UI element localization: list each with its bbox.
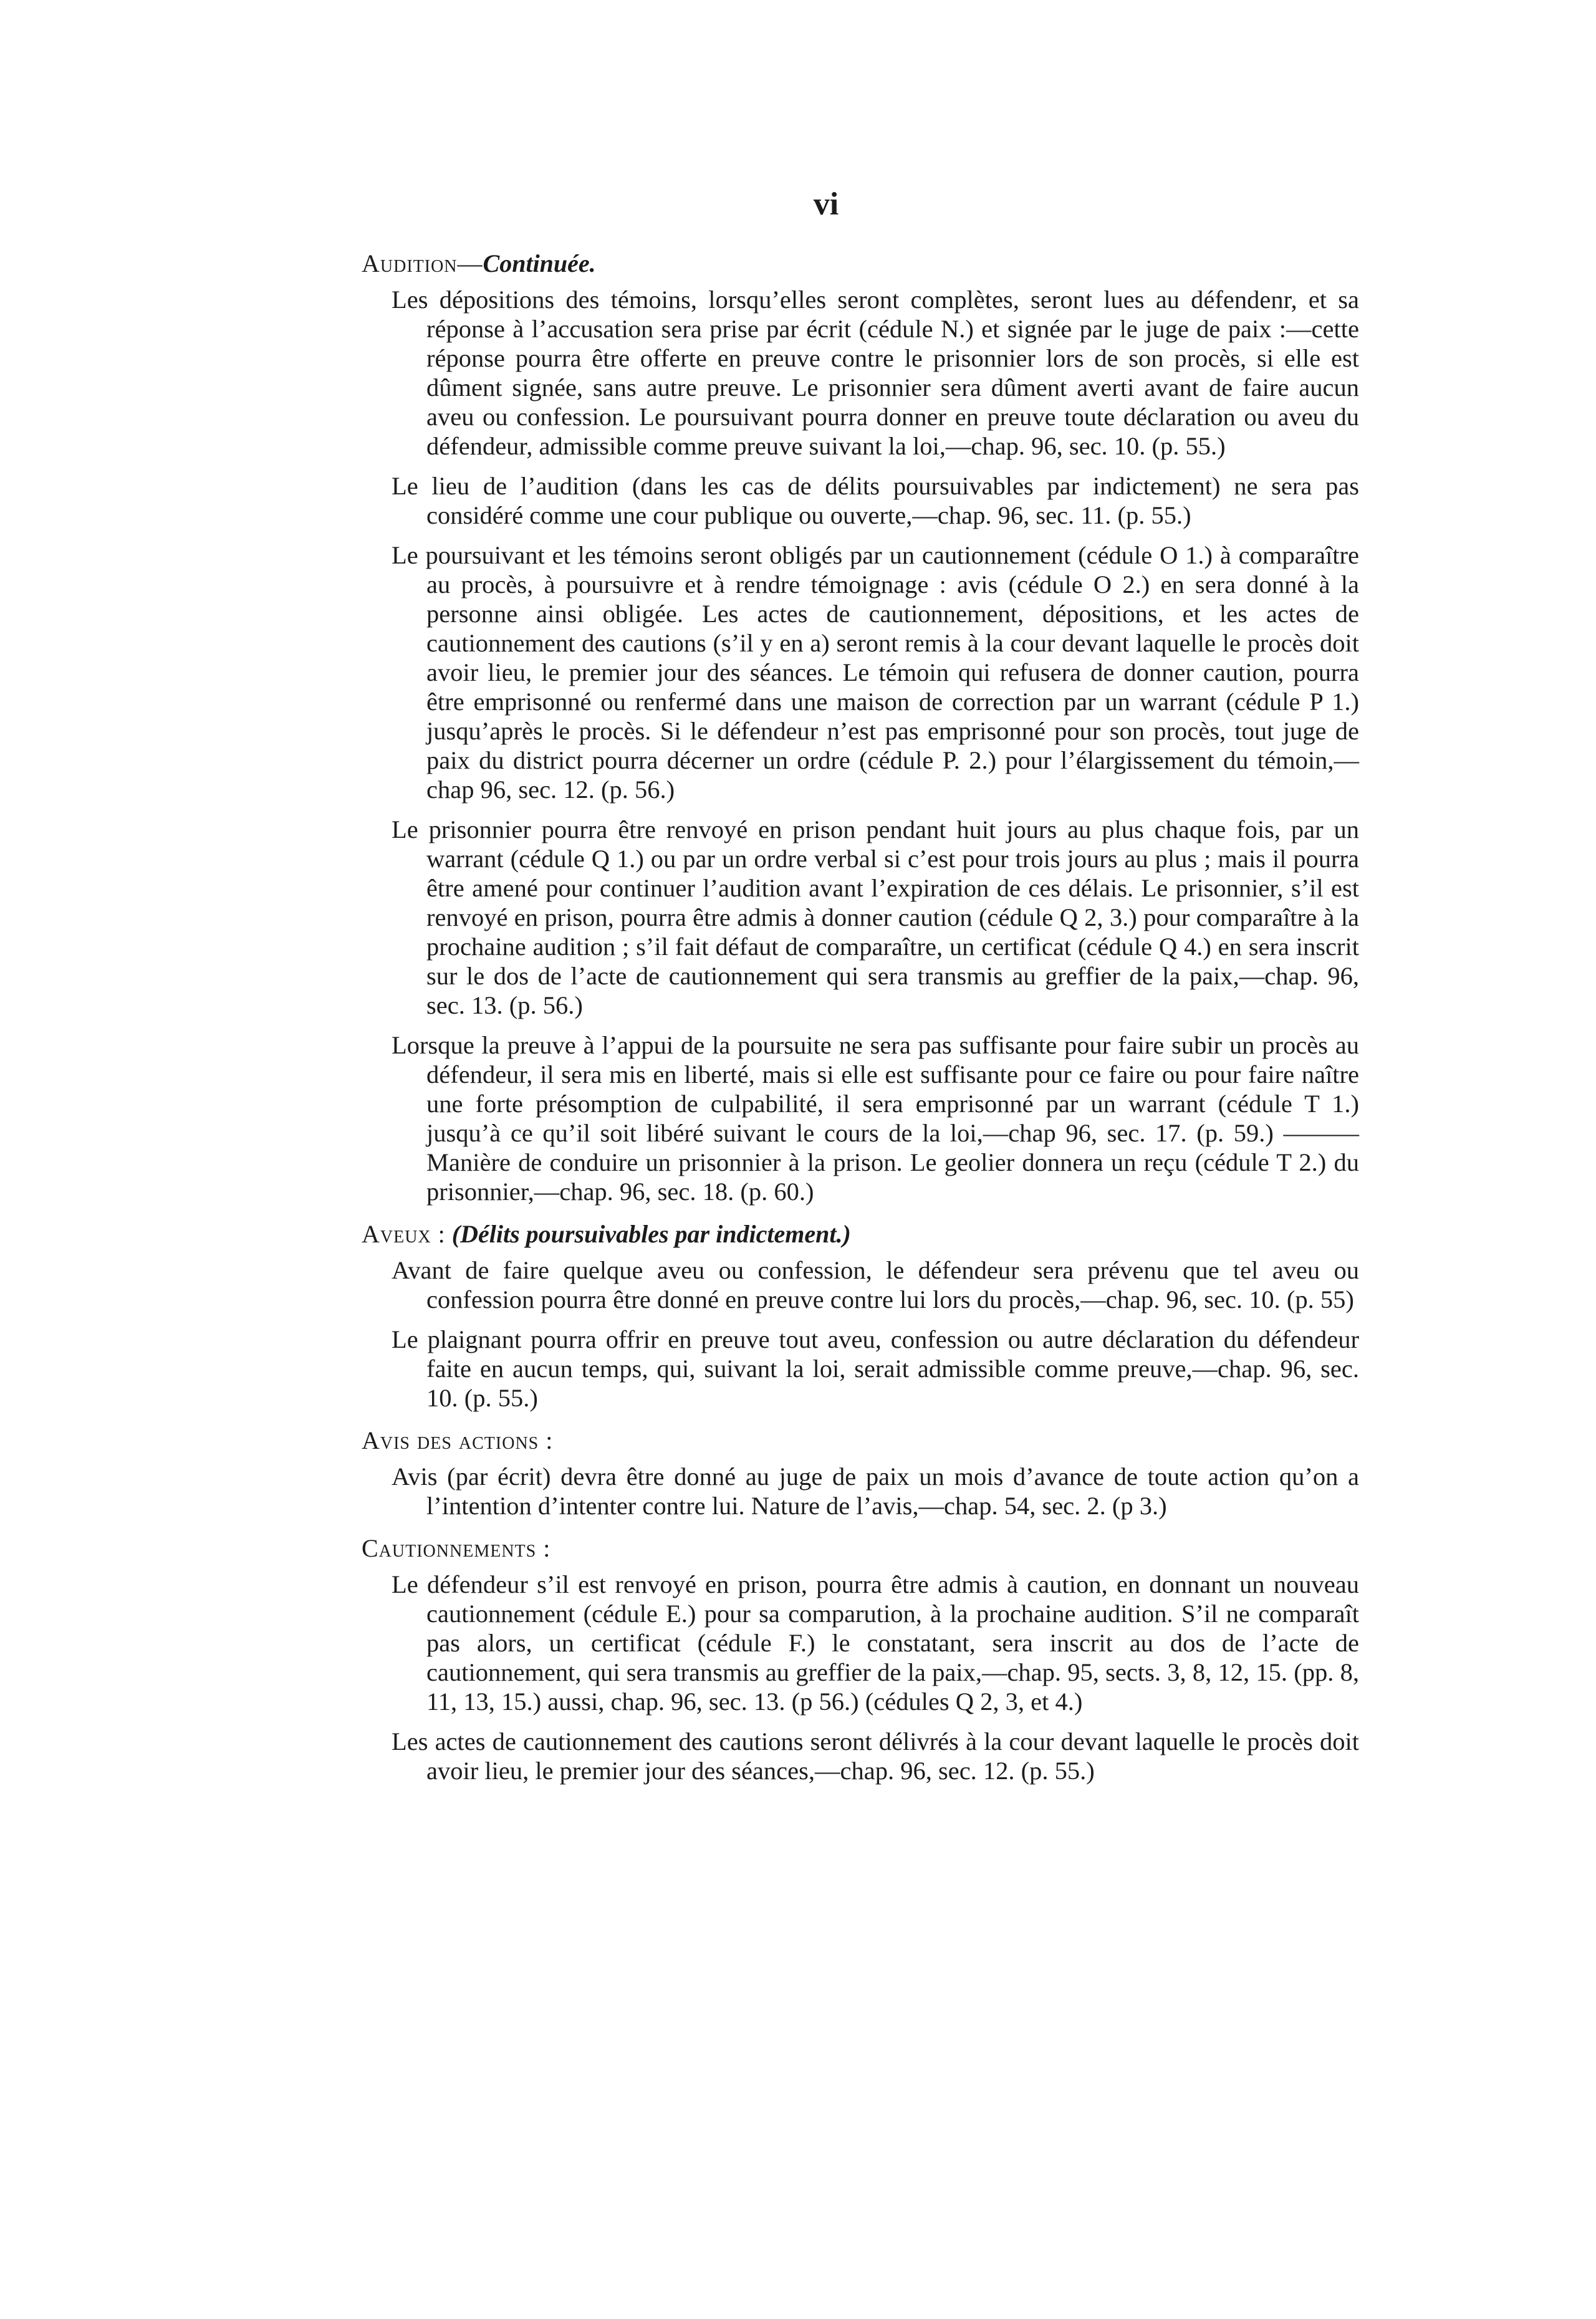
heading-title: Audition— bbox=[362, 249, 483, 277]
paragraph: Le plaignant pourra offrir en preuve tout aveu, confession ou autre déclaration du défendeur faite en aucun temps, qui, suivant la loi, serait admissible comme preuve,—chap. 96, sec. 10. (p. 55.) bbox=[392, 1325, 1359, 1412]
page-number: vi bbox=[813, 186, 839, 222]
heading-subtitle: Continuée. bbox=[483, 249, 596, 277]
paragraph: Avant de faire quelque aveu ou confession, le défendeur sera prévenu que tel aveu ou confession pourra être donné en preuve contre lui lors du procès,—chap. 96, sec. 10. (p. 55) bbox=[392, 1256, 1359, 1313]
paragraph: Avis (par écrit) devra être donné au juge de paix un mois d’avance de toute action qu’on a l’intention d’intenter contre lui. Nature de l’avis,—chap. 54, sec. 2. (p 3.) bbox=[392, 1462, 1359, 1520]
section-avis-des-actions bbox=[362, 1423, 1359, 1520]
section-heading bbox=[362, 1423, 1359, 1458]
section-audition bbox=[362, 246, 1359, 1206]
page-content bbox=[362, 246, 1359, 1796]
heading-title: Aveux : bbox=[362, 1220, 446, 1248]
section-cautionnements bbox=[362, 1531, 1359, 1785]
heading-title: Avis des actions : bbox=[362, 1426, 554, 1454]
paragraph: Les dépositions des témoins, lorsqu’elles seront complètes, seront lues au défendenr, et sa réponse à l’accusation sera prise par écrit (cédule N.) et signée par le juge de paix :—cette réponse pourra être offerte en preuve contre le prisonnier lors de son procès, si elle est dûment signée, sans autre preuve. Le prisonnier sera dûment averti avant de faire aucun aveu ou confession. Le poursuivant pourra donner en preuve toute déclaration ou aveu du défendeur, admissible comme preuve suivant la loi,—chap. 96, sec. 10. (p. 55.) bbox=[392, 286, 1359, 460]
section-heading bbox=[362, 246, 1359, 281]
paragraph: Le défendeur s’il est renvoyé en prison, pourra être admis à caution, en donnant un nouveau cautionnement (cédule E.) pour sa comparution, à la prochaine audition. S’il ne comparaît pas alors, un certificat (cédule F.) le constatant, sera inscrit au dos de l’acte de cautionnement, qui sera transmis au greffier de la paix,—chap. 95, sects. 3, 8, 12, 15. (pp. 8, 11, 13, 15.) aussi, chap. 96, sec. 13. (p 56.) (cédules Q 2, 3, et 4.) bbox=[392, 1570, 1359, 1716]
paragraph: Les actes de cautionnement des cautions seront délivrés à la cour devant laquelle le procès doit avoir lieu, le premier jour des séances,—chap. 96, sec. 12. (p. 55.) bbox=[392, 1727, 1359, 1785]
section-aveux bbox=[362, 1217, 1359, 1413]
paragraph: Le poursuivant et les témoins seront obligés par un cautionnement (cédule O 1.) à comparaître au procès, à poursuivre et à rendre témoignage : avis (cédule O 2.) en sera donné à la personne ainsi obligée. Les actes de cautionnement, dépositions, et les actes de cautionnement des cautions (s’il y en a) seront remis à la cour devant laquelle le procès doit avoir lieu, le premier jour des séances. Le témoin qui refusera de donner caution, pourra être emprisonné ou renfermé dans une maison de correction par un warrant (cédule P 1.) jusqu’après le procès. Si le défendeur n’est pas emprisonné pour son procès, tout juge de paix du district pourra décerner un ordre (cédule P. 2.) pour l’élargissement du témoin,—chap 96, sec. 12. (p. 56.) bbox=[392, 541, 1359, 804]
heading-title: Cautionnements : bbox=[362, 1534, 551, 1562]
section-heading bbox=[362, 1531, 1359, 1566]
paragraph: Le lieu de l’audition (dans les cas de délits poursuivables par indictement) ne sera pas considéré comme une cour publique ou ouverte,—chap. 96, sec. 11. (p. 55.) bbox=[392, 472, 1359, 529]
paragraph: Le prisonnier pourra être renvoyé en prison pendant huit jours au plus chaque fois, par un warrant (cédule Q 1.) ou par un ordre verbal si c’est pour trois jours au plus ; mais il pourra être amené pour continuer l’audition avant l’expiration de ces délais. Le prisonnier, s’il est renvoyé en prison, pourra être admis à donner caution (cédule Q 2, 3.) pour comparaître à la prochaine audition ; s’il fait défaut de comparaître, un certificat (cédule Q 4.) en sera inscrit sur le dos de l’acte de cautionnement qui sera transmis au greffier de la paix,—chap. 96, sec. 13. (p. 56.) bbox=[392, 815, 1359, 1019]
section-heading bbox=[362, 1217, 1359, 1252]
paragraph: Lorsque la preuve à l’appui de la poursuite ne sera pas suffisante pour faire subir un procès au défendeur, il sera mis en liberté, mais si elle est suffisante pour ce faire ou pour faire naître une forte présomption de culpabilité, il sera emprisonné par un warrant (cédule T 1.) jusqu’à ce qu’il soit libéré suivant le cours de la loi,—chap 96, sec. 17. (p. 59.) ———Manière de conduire un prisonnier à la prison. Le geolier donnera un reçu (cédule T 2.) du prisonnier,—chap. 96, sec. 18. (p. 60.) bbox=[392, 1031, 1359, 1206]
heading-subtitle: (Délits poursuivables par indictement.) bbox=[451, 1220, 851, 1248]
